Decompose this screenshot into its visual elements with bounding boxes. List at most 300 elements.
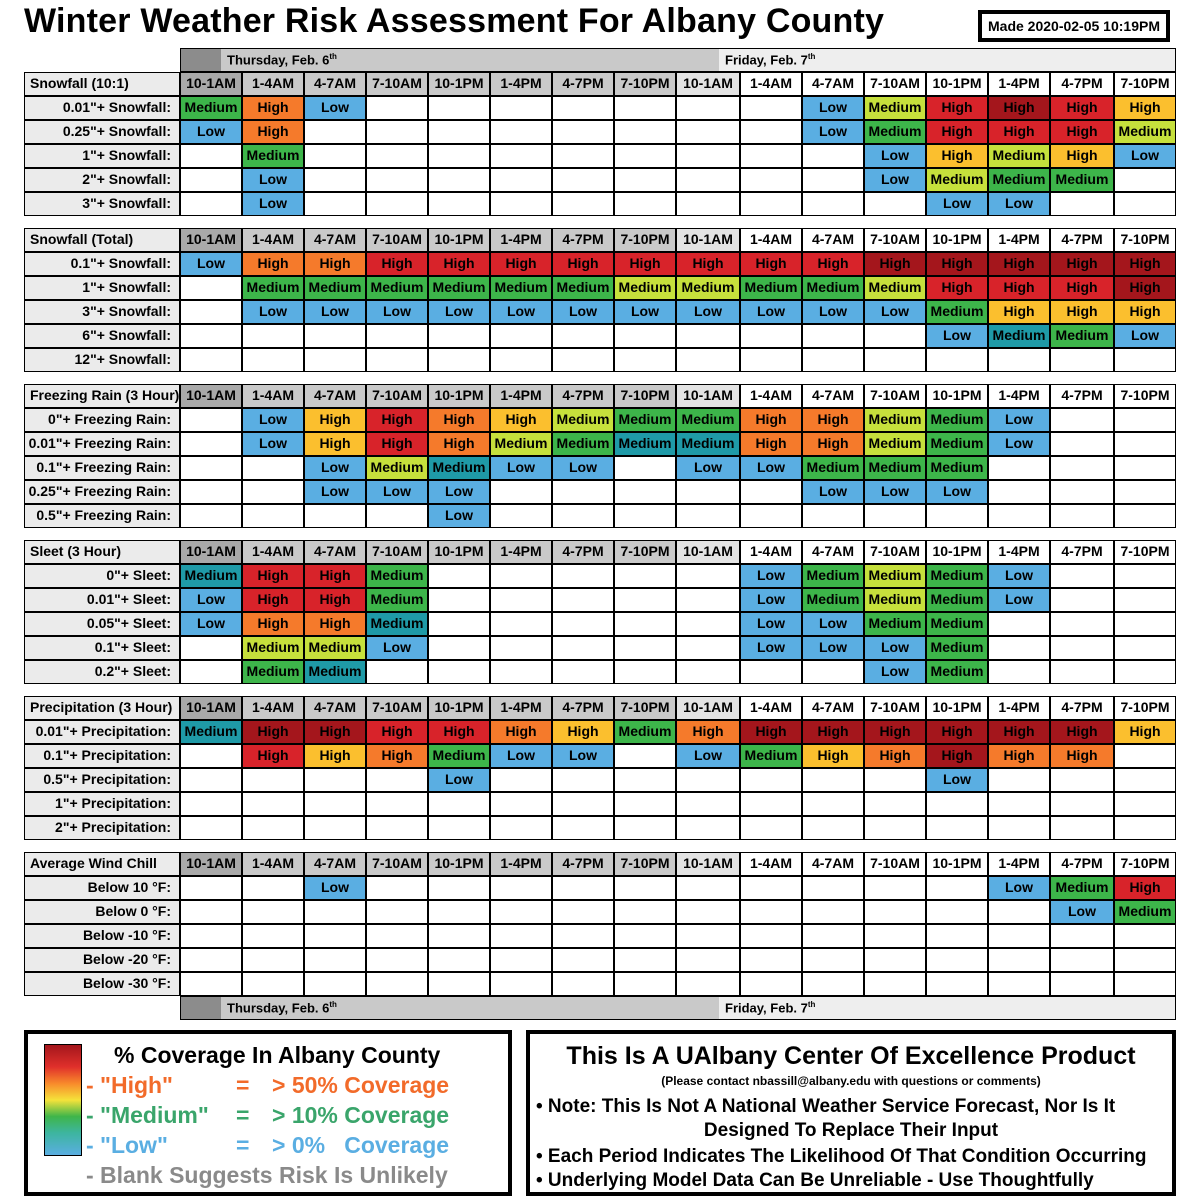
risk-cell: Medium — [740, 276, 802, 300]
risk-cell — [802, 660, 864, 684]
risk-cell — [988, 948, 1050, 972]
risk-cell — [864, 768, 926, 792]
section-label: Sleet (3 Hour) — [24, 540, 180, 564]
risk-cell — [366, 660, 428, 684]
risk-cell: Low — [242, 432, 304, 456]
risk-cell: Medium — [926, 300, 988, 324]
risk-cell — [304, 324, 366, 348]
period-header: 10-1AM — [180, 228, 242, 252]
risk-cell: Medium — [180, 720, 242, 744]
risk-cell: High — [1114, 276, 1176, 300]
risk-cell: High — [802, 408, 864, 432]
risk-cell: Medium — [864, 588, 926, 612]
risk-cell — [552, 924, 614, 948]
period-header: 1-4AM — [740, 696, 802, 720]
period-header: 7-10AM — [864, 540, 926, 564]
risk-cell — [366, 900, 428, 924]
risk-cell: High — [802, 720, 864, 744]
period-header: 1-4AM — [242, 72, 304, 96]
risk-cell — [180, 744, 242, 768]
risk-cell — [676, 168, 740, 192]
risk-cell — [864, 324, 926, 348]
risk-cell — [180, 972, 242, 996]
risk-cell: High — [1050, 120, 1114, 144]
risk-cell — [1050, 972, 1114, 996]
risk-cell — [614, 564, 676, 588]
row-label: 0.01"+ Snowfall: — [24, 96, 180, 120]
date-band-bottom — [180, 996, 1176, 1020]
risk-cell — [614, 768, 676, 792]
risk-cell: Low — [490, 300, 552, 324]
risk-cell: Low — [864, 480, 926, 504]
risk-cell — [552, 168, 614, 192]
risk-cell: Medium — [864, 96, 926, 120]
period-header: 4-7AM — [802, 72, 864, 96]
risk-cell: High — [614, 252, 676, 276]
risk-cell — [988, 480, 1050, 504]
period-header: 10-1AM — [180, 852, 242, 876]
risk-cell — [1050, 792, 1114, 816]
risk-cell — [864, 948, 926, 972]
risk-cell — [1050, 480, 1114, 504]
risk-cell: High — [428, 720, 490, 744]
risk-cell — [1050, 408, 1114, 432]
period-header: 10-1PM — [428, 384, 490, 408]
risk-cell — [676, 768, 740, 792]
risk-cell: Medium — [366, 456, 428, 480]
risk-cell: Medium — [304, 660, 366, 684]
period-header: 10-1AM — [676, 72, 740, 96]
risk-cell — [614, 192, 676, 216]
risk-cell: Medium — [926, 432, 988, 456]
risk-cell — [180, 816, 242, 840]
risk-cell — [1050, 432, 1114, 456]
risk-cell: High — [366, 744, 428, 768]
row-label: 1"+ Snowfall: — [24, 276, 180, 300]
risk-cell: Low — [304, 876, 366, 900]
risk-cell: Low — [988, 876, 1050, 900]
period-header: 10-1PM — [428, 852, 490, 876]
risk-cell — [926, 504, 988, 528]
risk-cell — [926, 792, 988, 816]
risk-cell — [428, 144, 490, 168]
risk-cell: Low — [366, 636, 428, 660]
risk-cell: Low — [926, 768, 988, 792]
risk-cell — [552, 768, 614, 792]
risk-cell — [366, 924, 428, 948]
risk-cell: High — [1050, 96, 1114, 120]
risk-cell — [1114, 480, 1176, 504]
risk-cell — [366, 120, 428, 144]
period-header: 4-7PM — [1050, 540, 1114, 564]
risk-cell — [490, 816, 552, 840]
period-header: 4-7AM — [304, 852, 366, 876]
risk-cell — [740, 504, 802, 528]
risk-cell: High — [1050, 276, 1114, 300]
risk-cell: High — [1114, 720, 1176, 744]
risk-cell — [864, 348, 926, 372]
risk-cell: High — [926, 276, 988, 300]
risk-cell — [428, 816, 490, 840]
risk-cell — [490, 144, 552, 168]
period-header: 4-7AM — [802, 540, 864, 564]
row-label: Below -10 °F: — [24, 924, 180, 948]
risk-cell: Medium — [366, 564, 428, 588]
risk-cell: Low — [180, 120, 242, 144]
risk-cell — [676, 972, 740, 996]
period-header: 4-7PM — [1050, 72, 1114, 96]
risk-cell: Low — [926, 324, 988, 348]
risk-cell — [676, 876, 740, 900]
period-header: 7-10AM — [864, 228, 926, 252]
risk-cell — [676, 564, 740, 588]
risk-cell — [614, 456, 676, 480]
row-label: 3"+ Snowfall: — [24, 192, 180, 216]
period-header: 10-1AM — [180, 384, 242, 408]
risk-cell — [740, 348, 802, 372]
risk-cell — [614, 144, 676, 168]
page-title: Winter Weather Risk Assessment For Albany County — [24, 2, 885, 40]
risk-cell: High — [864, 720, 926, 744]
risk-cell: Medium — [926, 636, 988, 660]
row-label: 1"+ Snowfall: — [24, 144, 180, 168]
risk-cell: High — [242, 588, 304, 612]
period-header: 10-1AM — [676, 696, 740, 720]
risk-cell — [740, 192, 802, 216]
risk-cell — [926, 972, 988, 996]
risk-cell — [614, 900, 676, 924]
risk-cell: High — [926, 120, 988, 144]
risk-cell — [304, 924, 366, 948]
risk-cell: High — [304, 432, 366, 456]
risk-cell: Low — [180, 612, 242, 636]
risk-cell — [988, 816, 1050, 840]
risk-cell: Low — [802, 480, 864, 504]
risk-cell — [242, 792, 304, 816]
risk-cell: Medium — [1050, 168, 1114, 192]
risk-cell — [180, 348, 242, 372]
period-header: 10-1AM — [180, 540, 242, 564]
risk-cell — [614, 504, 676, 528]
risk-cell — [180, 948, 242, 972]
risk-cell: Medium — [1114, 120, 1176, 144]
period-header: 7-10PM — [614, 228, 676, 252]
risk-cell: Low — [864, 660, 926, 684]
risk-cell — [740, 792, 802, 816]
risk-cell: Medium — [802, 588, 864, 612]
risk-cell — [1114, 564, 1176, 588]
risk-cell — [864, 504, 926, 528]
risk-cell — [490, 192, 552, 216]
risk-cell: Low — [802, 636, 864, 660]
period-header: 10-1AM — [676, 540, 740, 564]
row-label: 0.01"+ Precipitation: — [24, 720, 180, 744]
period-header: 7-10AM — [366, 228, 428, 252]
risk-cell — [740, 660, 802, 684]
section-label: Precipitation (3 Hour) — [24, 696, 180, 720]
risk-cell — [740, 144, 802, 168]
legend-low-label: - "Low" — [86, 1132, 168, 1158]
legend-high-equals: = — [236, 1072, 250, 1098]
risk-cell: High — [1114, 96, 1176, 120]
risk-cell — [428, 972, 490, 996]
period-header: 7-10AM — [366, 72, 428, 96]
period-header: 7-10AM — [864, 852, 926, 876]
risk-cell: Medium — [676, 432, 740, 456]
risk-cell — [676, 900, 740, 924]
risk-cell — [366, 96, 428, 120]
risk-cell — [1114, 612, 1176, 636]
risk-cell — [676, 348, 740, 372]
risk-cell — [428, 948, 490, 972]
risk-cell: Medium — [242, 636, 304, 660]
risk-cell — [304, 900, 366, 924]
risk-cell: Low — [864, 168, 926, 192]
risk-cell: Low — [676, 300, 740, 324]
risk-cell — [490, 168, 552, 192]
risk-cell — [180, 456, 242, 480]
risk-cell — [304, 348, 366, 372]
risk-cell — [366, 504, 428, 528]
risk-cell — [490, 120, 552, 144]
period-header: 7-10PM — [1114, 540, 1176, 564]
risk-cell: Low — [988, 192, 1050, 216]
risk-cell — [428, 612, 490, 636]
risk-cell — [988, 348, 1050, 372]
risk-cell — [676, 612, 740, 636]
risk-cell — [988, 660, 1050, 684]
risk-cell: Low — [1114, 144, 1176, 168]
made-timestamp: Made 2020-02-05 10:19PM — [978, 10, 1170, 42]
risk-cell — [1114, 972, 1176, 996]
risk-cell: Medium — [988, 324, 1050, 348]
period-header: 7-10AM — [366, 540, 428, 564]
row-label: 1"+ Precipitation: — [24, 792, 180, 816]
risk-cell: Medium — [614, 276, 676, 300]
risk-cell: Medium — [864, 432, 926, 456]
period-header: 7-10PM — [614, 696, 676, 720]
risk-cell — [304, 816, 366, 840]
risk-cell: High — [1050, 252, 1114, 276]
risk-cell: Medium — [926, 564, 988, 588]
risk-cell: Medium — [676, 276, 740, 300]
legend-high-desc: > 50% Coverage — [272, 1072, 450, 1098]
risk-cell — [676, 924, 740, 948]
period-header: 7-10AM — [366, 852, 428, 876]
risk-cell — [366, 144, 428, 168]
period-header: 7-10PM — [614, 852, 676, 876]
risk-cell — [242, 456, 304, 480]
risk-cell: Medium — [614, 408, 676, 432]
risk-cell — [864, 816, 926, 840]
risk-cell — [552, 876, 614, 900]
risk-cell: Low — [988, 564, 1050, 588]
risk-cell — [926, 876, 988, 900]
risk-cell — [926, 948, 988, 972]
risk-cell — [428, 900, 490, 924]
risk-cell: Medium — [242, 144, 304, 168]
risk-cell: Low — [1114, 324, 1176, 348]
risk-cell: High — [242, 252, 304, 276]
risk-cell — [676, 120, 740, 144]
risk-cell — [1114, 768, 1176, 792]
risk-cell: High — [1050, 720, 1114, 744]
period-header: 4-7PM — [1050, 384, 1114, 408]
risk-cell — [740, 120, 802, 144]
risk-cell: Medium — [242, 660, 304, 684]
risk-cell — [802, 876, 864, 900]
period-header: 4-7AM — [304, 228, 366, 252]
period-header: 10-1PM — [926, 852, 988, 876]
risk-cell: Medium — [366, 588, 428, 612]
risk-cell — [428, 324, 490, 348]
risk-cell — [1114, 744, 1176, 768]
risk-cell: Low — [490, 744, 552, 768]
day-label-friday: Friday, Feb. 7th — [725, 52, 816, 68]
period-header: 10-1AM — [180, 72, 242, 96]
risk-cell: Medium — [864, 456, 926, 480]
risk-cell — [180, 276, 242, 300]
period-header: 4-7PM — [1050, 696, 1114, 720]
period-header: 7-10PM — [614, 384, 676, 408]
risk-cell: High — [988, 276, 1050, 300]
risk-cell — [428, 564, 490, 588]
risk-cell: High — [304, 588, 366, 612]
period-header: 1-4AM — [740, 228, 802, 252]
risk-cell: High — [242, 720, 304, 744]
period-header: 4-7PM — [1050, 228, 1114, 252]
period-header: 10-1AM — [676, 852, 740, 876]
row-label: 0"+ Freezing Rain: — [24, 408, 180, 432]
risk-cell — [740, 816, 802, 840]
risk-cell — [428, 120, 490, 144]
risk-cell — [180, 924, 242, 948]
row-label: 0.2"+ Sleet: — [24, 660, 180, 684]
period-header: 10-1PM — [926, 384, 988, 408]
risk-cell: Low — [740, 300, 802, 324]
risk-cell — [1114, 924, 1176, 948]
coverage-colorbar — [44, 1044, 82, 1156]
period-header: 10-1PM — [428, 696, 490, 720]
risk-cell — [740, 168, 802, 192]
risk-cell — [428, 792, 490, 816]
risk-cell — [490, 588, 552, 612]
risk-cell: Medium — [614, 432, 676, 456]
risk-cell: High — [926, 720, 988, 744]
risk-cell — [242, 768, 304, 792]
risk-cell: Medium — [490, 276, 552, 300]
period-header: 1-4AM — [740, 852, 802, 876]
section-label: Snowfall (10:1) — [24, 72, 180, 96]
period-header: 4-7AM — [304, 696, 366, 720]
risk-cell — [490, 900, 552, 924]
risk-cell: Medium — [802, 276, 864, 300]
risk-cell: Low — [864, 300, 926, 324]
period-header: 1-4AM — [242, 696, 304, 720]
risk-cell: Medium — [1050, 324, 1114, 348]
row-label: 12"+ Snowfall: — [24, 348, 180, 372]
risk-cell — [366, 348, 428, 372]
risk-cell — [1050, 924, 1114, 948]
risk-cell — [802, 792, 864, 816]
risk-cell — [366, 792, 428, 816]
risk-cell — [614, 876, 676, 900]
risk-cell: Medium — [926, 456, 988, 480]
risk-cell: Low — [740, 612, 802, 636]
risk-cell — [614, 612, 676, 636]
risk-cell: Medium — [1114, 900, 1176, 924]
risk-cell: High — [864, 744, 926, 768]
risk-cell: Medium — [864, 120, 926, 144]
risk-cell: High — [1050, 744, 1114, 768]
risk-cell: High — [366, 720, 428, 744]
risk-cell: High — [740, 432, 802, 456]
risk-cell — [802, 348, 864, 372]
risk-cell — [304, 120, 366, 144]
period-header: 1-4PM — [988, 696, 1050, 720]
risk-cell: Low — [740, 636, 802, 660]
period-header: 7-10PM — [1114, 696, 1176, 720]
risk-cell: Medium — [366, 276, 428, 300]
risk-cell: High — [490, 408, 552, 432]
risk-cell — [242, 348, 304, 372]
credit-note-2: • Each Period Indicates The Likelihood Of That Condition Occurring — [536, 1146, 1147, 1167]
risk-cell — [180, 144, 242, 168]
period-header: 4-7AM — [802, 852, 864, 876]
risk-cell — [490, 660, 552, 684]
period-header: 1-4AM — [740, 72, 802, 96]
period-header: 1-4AM — [242, 228, 304, 252]
risk-cell — [242, 948, 304, 972]
risk-cell: High — [304, 408, 366, 432]
risk-cell — [1114, 408, 1176, 432]
risk-cell — [304, 768, 366, 792]
risk-cell — [802, 948, 864, 972]
risk-cell: Medium — [926, 168, 988, 192]
risk-cell — [614, 792, 676, 816]
risk-cell: High — [676, 720, 740, 744]
risk-cell — [988, 924, 1050, 948]
day-label-thursday: Thursday, Feb. 6th — [227, 52, 337, 68]
risk-cell — [988, 792, 1050, 816]
risk-cell: Medium — [366, 612, 428, 636]
period-header: 1-4PM — [988, 72, 1050, 96]
risk-cell — [304, 504, 366, 528]
period-header: 1-4PM — [988, 852, 1050, 876]
period-header: 1-4AM — [242, 540, 304, 564]
risk-cell: High — [988, 744, 1050, 768]
row-label: 2"+ Snowfall: — [24, 168, 180, 192]
risk-cell — [366, 192, 428, 216]
risk-cell: High — [242, 120, 304, 144]
period-header: 7-10PM — [614, 72, 676, 96]
risk-cell — [1050, 948, 1114, 972]
risk-cell: High — [926, 252, 988, 276]
row-label: 0.01"+ Sleet: — [24, 588, 180, 612]
risk-cell — [988, 504, 1050, 528]
risk-cell: High — [366, 252, 428, 276]
risk-cell — [802, 900, 864, 924]
risk-cell — [802, 504, 864, 528]
risk-cell — [1114, 456, 1176, 480]
credit-note-1b: Designed To Replace Their Input — [703, 1120, 999, 1141]
risk-cell — [180, 900, 242, 924]
risk-cell — [1050, 816, 1114, 840]
risk-cell — [242, 900, 304, 924]
risk-cell — [180, 660, 242, 684]
risk-cell — [180, 324, 242, 348]
credit-contact: (Please contact nbassill@albany.edu with questions or comments) — [661, 1074, 1041, 1088]
